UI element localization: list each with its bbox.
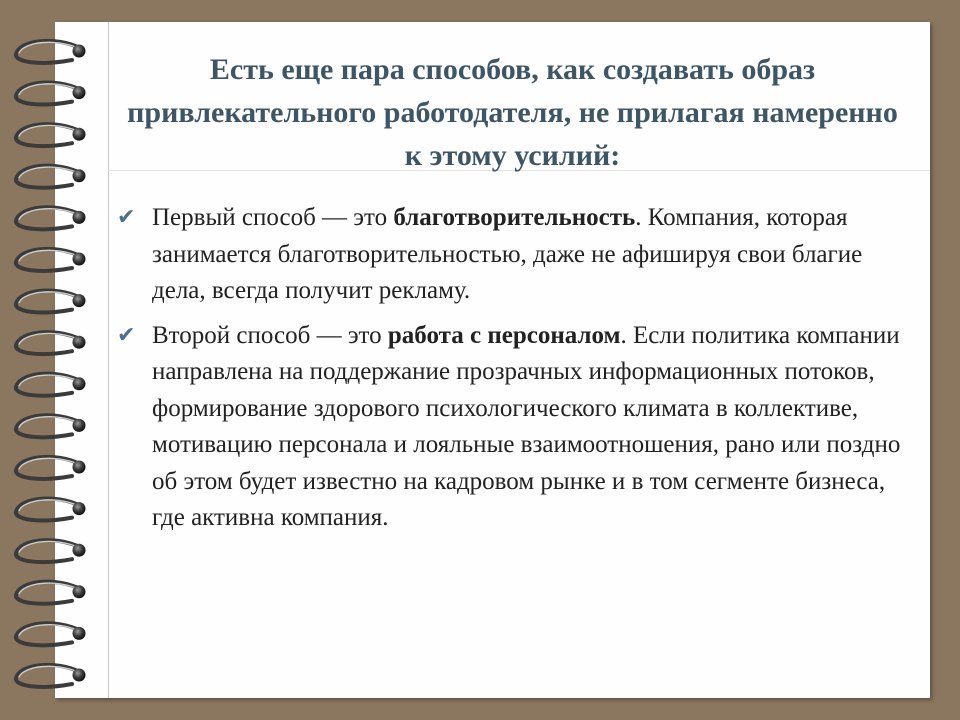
bullet-item	[115, 318, 915, 537]
binding-ring	[16, 41, 86, 63]
binding-ring	[16, 207, 86, 229]
slide-title: Есть еще пара способов, как создавать образ привлекательного работодателя, не прилагая намеренно к этому усилий:	[127, 53, 898, 172]
bullet-text-post: . Компания, которая занимается благотворительностью, даже не афишируя свои благие дела, всегда получит рекламу.	[152, 204, 863, 304]
binding-ring	[16, 498, 86, 520]
binding-ring	[16, 82, 86, 104]
binding-ring	[16, 665, 86, 687]
bullet-text-pre: Первый способ — это	[152, 204, 394, 231]
binding-ring	[16, 290, 86, 312]
check-mark-icon: ✔	[117, 322, 136, 348]
bullet-list	[115, 200, 915, 545]
bullet-text-bold: работа с персоналом	[387, 321, 621, 349]
bullet-item	[115, 200, 915, 310]
binding-ring	[16, 540, 86, 562]
binding-ring	[16, 249, 86, 271]
binding-ring	[16, 332, 86, 354]
binding-ring	[16, 374, 86, 396]
notebook-page	[55, 22, 930, 698]
binding-ring	[16, 582, 86, 604]
binding-ring	[16, 415, 86, 437]
binding-ring	[16, 124, 86, 146]
binding-ring	[16, 166, 86, 188]
bullet-text-post: . Если политика компании направлена на поддержание прозрачных информационных потоков, формирование здорового психологического климата в коллективе, мотивацию персонала и лояльные взаимоотношения, рано или поздно об этом будет известно на кадровом рынке и в том сегменте бизнеса, где активна компания.	[152, 321, 901, 531]
spiral-binding	[0, 0, 110, 720]
check-mark-icon: ✔	[117, 205, 136, 230]
bullet-text-pre: Второй способ — это	[152, 321, 388, 349]
bullet-text-bold: благотворительность	[393, 204, 636, 231]
binding-ring	[16, 457, 86, 479]
binding-ring	[16, 623, 86, 645]
